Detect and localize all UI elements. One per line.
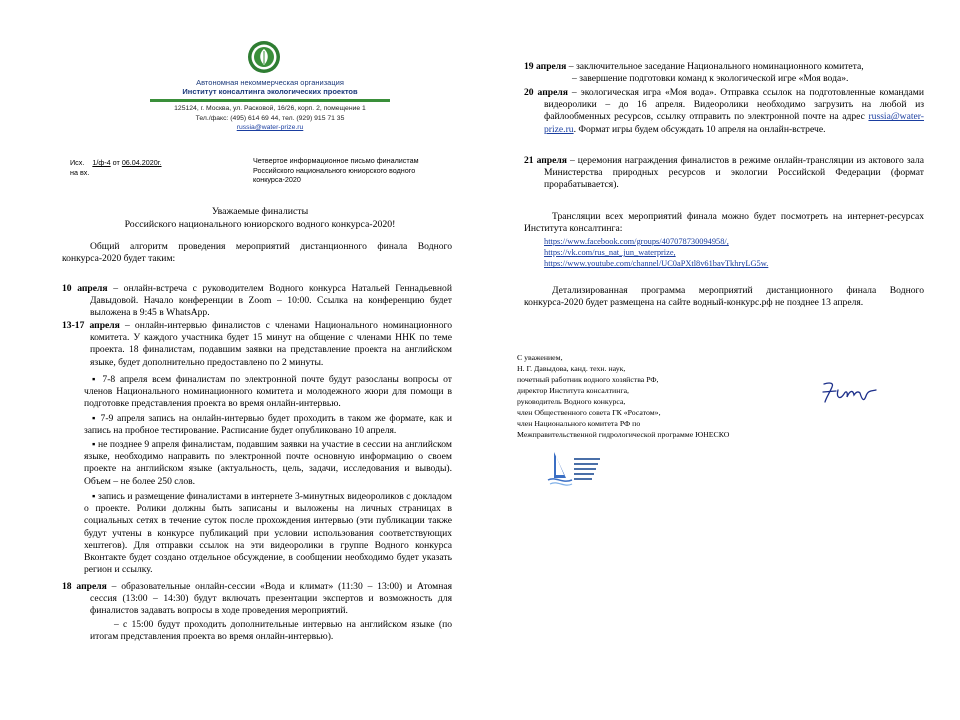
bullet-icon: ▪ — [92, 439, 98, 450]
ot-label: от — [112, 158, 120, 167]
item-text: – экологическая игра «Моя вода». Отправка ссылок на подготовленные командами видеоролики – до 16 апреля. Видеоролики необходимо загрузить на любой из файлообменных ресурсов, ссылку отправить по электронной почте на адрес — [544, 87, 924, 123]
item-text: – онлайн-интервью финалистов с членами Национального номинационного комитета. У каждого участника будет 15 минут на общение с членами ННК по теме проекта. 18 финалистам, подавшим заявки на представление проекта на английском языке, будет дополнительно предоставлено по 2 минуты. — [90, 320, 452, 368]
item-date: 21 апреля — [524, 155, 567, 166]
header-divider — [150, 99, 390, 102]
subject-line: Российского национального юниорского водного — [253, 165, 416, 175]
item-date: 13-17 апреля — [62, 320, 120, 331]
facebook-link[interactable]: https://www.facebook.com/groups/407078730094958/, — [544, 237, 729, 246]
letter-subject — [253, 156, 463, 185]
item-date: 10 апреля — [62, 283, 108, 294]
item-date: 18 апреля — [62, 581, 107, 592]
bullet-3 — [84, 439, 452, 488]
vk-link[interactable]: https://vk.com/rus_nat_jun_waterprize, — [544, 248, 676, 258]
youtube-link[interactable]: https://www.youtube.com/channel/UC0aPXtl8v61bavTkhryLG5w. — [544, 259, 769, 269]
item-apr20 — [524, 87, 924, 136]
competition-logo-icon — [544, 448, 604, 490]
org-name: Автономная некоммерческая организация — [196, 78, 344, 87]
handwritten-signature-icon — [820, 378, 880, 408]
bullet-2 — [84, 413, 452, 437]
item-text: – онлайн-встреча с руководителем Водного конкурса Натальей Геннадьевной Давыдовой. Начало конференции в Zoom – 10:00. Ссылка на конференцию будет выложена в 9:45 в WhatsApp. — [90, 283, 452, 319]
signature-line: директор Института консалтинга, — [517, 386, 629, 395]
item-apr18-extra: – с 15:00 будут проходить дополнительные интервью на английском языке (по итогам представления проекта во время онлайн-интервью). — [90, 619, 452, 643]
signature-line: Н. Г. Давыдова, канд. техн. наук, — [517, 364, 626, 373]
item-text: – церемония награждения финалистов в режиме онлайн-трансляции из актового зала Министерства природных ресурсов и экологии Российской Федерации (формат прорабатывается). — [544, 155, 925, 191]
item-text: – заключительное заседание Национального номинационного комитета, — [566, 61, 864, 72]
signature-line: руководитель Водного конкурса, — [517, 397, 626, 406]
reference-block — [70, 158, 162, 178]
signature-line: член Национального комитета РФ по — [517, 419, 641, 428]
ish-label: Исх. — [70, 158, 85, 167]
item-apr19-2: – завершение подготовки команд к экологической игре «Моя вода». — [572, 73, 849, 84]
item-apr10 — [62, 283, 452, 320]
intro-paragraph: Общий алгоритм проведения мероприятий дистанционного финала Водного конкурса-2020 будет таким: — [62, 241, 452, 265]
org-address: 125124, г. Москва, ул. Расковой, 16/26, корп. 2, помещение 1 — [174, 105, 366, 112]
program-paragraph: Детализированная программа мероприятий дистанционного финала Водного конкурса-2020 будет размещена на сайте водный-конкурс.рф не позднее 13 апреля. — [524, 285, 924, 309]
signature-line: С уважением, — [517, 353, 563, 362]
bullet-text: запись и размещение финалистами в интернете 3-минутных видеороликов с докладом о проекте. Ролики должны быть записаны и выложены на личных страницах в социальных сетях в течение суток после прохождения интервью (эти публикации также будут учтены в конкурсе публикаций при условии использования соответствующих хештегов). Для отправки ссылок на эти видеоролики в группе Водного конкурса Вконтакте будет создано отдельное обсуждение, в сообщении необходимо будет указать регион и ссылку. — [84, 491, 452, 576]
vh-label: на вх. — [70, 168, 90, 177]
broadcast-paragraph: Трансляции всех мероприятий финала можно будет посмотреть на интернет-ресурсах Института консалтинга: — [524, 211, 924, 235]
signature-line: член Общественного совета ГК «Росатом», — [517, 408, 661, 417]
bullet-icon: ▪ — [92, 374, 103, 385]
org-phones: Тел./факс: (495) 614 69 44, тел. (929) 915 71 35 — [195, 115, 345, 122]
item-date: 20 апреля — [524, 87, 568, 98]
bullet-icon: ▪ — [92, 413, 101, 424]
ot-date: 06.04.2020г. — [121, 158, 162, 167]
item-text: – образовательные онлайн-сессии «Вода и климат» (11:30 – 13:00) и Атомная сессия (13:00 – 14:30) будут включать презентации экспертов и возможность для финалистов задавать вопросы в ходе проведения мероприятий. — [90, 581, 452, 617]
item-apr18 — [62, 581, 452, 618]
org-email-link[interactable]: russia@water-prize.ru — [236, 124, 304, 131]
subject-line: Четвертое информационное письмо финалистам — [253, 156, 419, 165]
bullet-text: не позднее 9 апреля финалистам, подавшим заявки на участие в сессии на английском языке, необходимо направить по электронной почте основную информацию о своем проекте на английском языке (актуальность, цель, задачи, исследования и выводы). Объем – не более 250 слов. — [84, 439, 452, 487]
bullet-icon: ▪ — [92, 491, 99, 502]
institute-logo-icon — [247, 40, 281, 74]
item-apr13 — [62, 320, 452, 369]
links-list — [544, 236, 924, 270]
item-apr21 — [524, 155, 924, 192]
item-email-link[interactable]: russia@water-prize.ru — [544, 111, 924, 135]
bullet-text: 7-8 апреля всем финалистам по электронной почте будут разосланы вопросы от членов Национального номинационного комитета и молодежного жюри для помощи в подготовке представления проекта во время онлайн-интервью. — [84, 374, 452, 410]
ish-number: 1/ф-4 — [92, 158, 111, 167]
signature-line: Межправительственной гидрологической программе ЮНЕСКО — [517, 430, 730, 439]
item-date: 19 апреля — [524, 61, 567, 72]
bullet-1 — [84, 374, 452, 411]
signature-block — [517, 352, 729, 440]
signature-line: почетный работник водного хозяйства РФ, — [517, 375, 659, 384]
greeting-line-2: Российского национального юниорского водного конкурса-2020! — [124, 219, 396, 230]
item-apr19 — [524, 61, 924, 73]
org-name-institute: Институт консалтинга экологических проектов — [182, 87, 358, 96]
item-text: . Формат игры будем обсуждать 10 апреля на онлайн-встрече. — [573, 123, 826, 135]
bullet-4 — [84, 491, 452, 576]
greeting-line-1: Уважаемые финалисты — [211, 206, 309, 217]
bullet-text: 7-9 апреля запись на онлайн-интервью будет проходить в таком же формате, как и запись на пробное тестирование. Расписание будет опубликовано 10 апреля. — [84, 413, 452, 437]
subject-line: конкурса-2020 — [253, 175, 301, 184]
